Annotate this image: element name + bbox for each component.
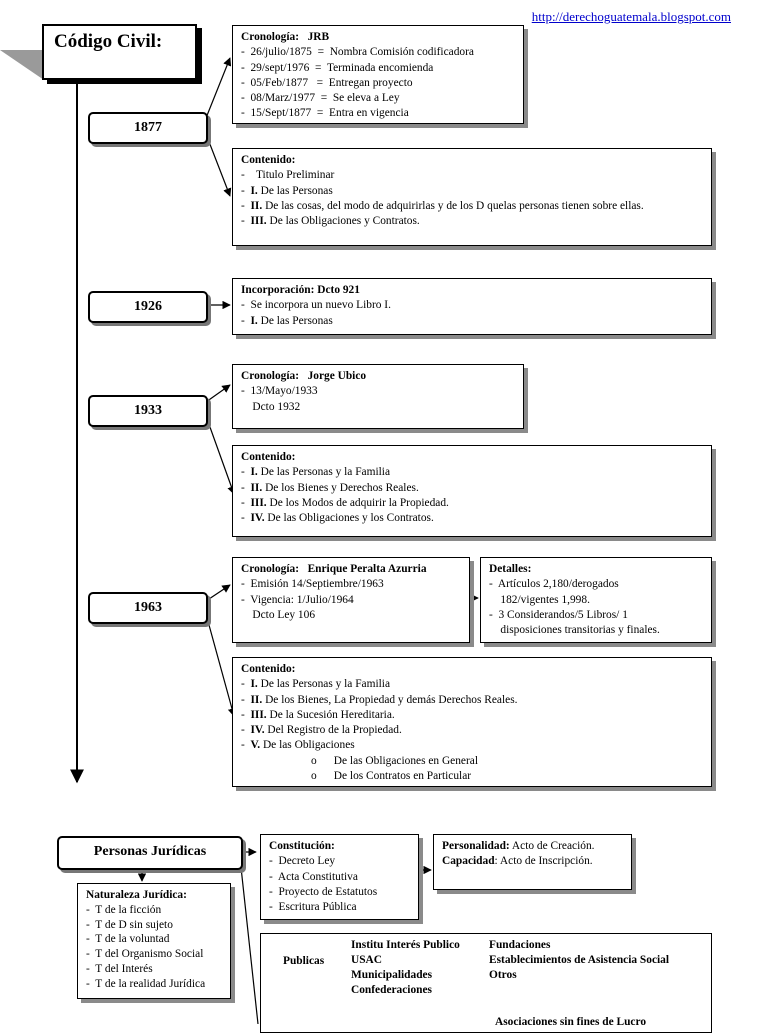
cronologia-line: Dcto Ley 106 xyxy=(241,608,316,621)
year-1933: 1933 xyxy=(88,395,208,427)
personalidad-line: Personalidad: Acto de Creación. xyxy=(442,840,595,852)
contenido-1877-box xyxy=(232,148,712,246)
contenido-line: - III. De la Sucesión Hereditaria. xyxy=(241,708,395,721)
cronologia-1877-box xyxy=(232,25,524,124)
capacidad-line: Capacidad: Acto de Inscripción. xyxy=(442,855,593,868)
personalidad-box xyxy=(433,834,632,890)
cronologia-line: - 26/julio/1875 = Nombra Comisión codificadora xyxy=(241,46,474,59)
detalles-line: disposiciones transitorias y finales. xyxy=(489,624,660,637)
contenido-1963-box xyxy=(232,657,712,787)
naturaleza-juridica-box xyxy=(77,883,231,999)
publicas-col1 xyxy=(351,938,460,998)
detalles-line: - 3 Considerandos/5 Libros/ 1 xyxy=(489,608,628,621)
contenido-1933-box xyxy=(232,445,712,537)
naturaleza-item: - T de la voluntad xyxy=(86,933,170,946)
cronologia-line: - 29/sept/1976 = Terminada encomienda xyxy=(241,61,434,74)
cronologia-line: - 05/Feb/1877 = Entregan proyecto xyxy=(241,76,413,89)
cronologia-1933-box xyxy=(232,364,524,429)
incorporacion-line: - I. De las Personas xyxy=(241,314,333,327)
cronologia-line: - 15/Sept/1877 = Entra en vigencia xyxy=(241,107,409,120)
contenido-line: - II. De las cosas, del modo de adquirirlas y de los D quelas personas tienen sobre ellas. xyxy=(241,199,644,212)
detalles-line: 182/vigentes 1,998. xyxy=(489,593,590,606)
detalles-line: - Artículos 2,180/derogados xyxy=(489,578,619,591)
contenido-line: - III. De los Modos de adquirir la Propiedad. xyxy=(241,496,449,509)
cronologia-value: Jorge Ubico xyxy=(307,370,367,382)
publicas-col1-item: USAC xyxy=(351,954,383,966)
publicas-col1-item: Municipalidades xyxy=(351,969,433,981)
constitucion-item: - Proyecto de Estatutos xyxy=(269,885,378,898)
year-1963: 1963 xyxy=(88,592,208,624)
clasificacion-box xyxy=(260,933,712,1033)
contenido-heading: Contenido: xyxy=(241,154,296,166)
contenido-line: - II. De los Bienes, La Propiedad y demás Derechos Reales. xyxy=(241,693,518,706)
contenido-line: - Titulo Preliminar xyxy=(241,169,335,182)
constitucion-item: - Acta Constitutiva xyxy=(269,870,358,883)
branch-personas-down-right xyxy=(240,858,258,1024)
cronologia-line: - 13/Mayo/1933 xyxy=(241,385,318,398)
contenido-line: - I. De las Personas y la Familia xyxy=(241,678,391,691)
blog-url-link[interactable]: http://derechoguatemala.blogspot.com xyxy=(531,9,731,24)
cronologia-line: Dcto 1932 xyxy=(241,400,301,413)
decorative-triangle xyxy=(0,50,44,80)
contenido-line: - III. De las Obligaciones y Contratos. xyxy=(241,215,420,228)
contenido-subline: o De los Contratos en Particular xyxy=(311,770,472,783)
constitucion-heading: Constitución: xyxy=(269,840,335,852)
constitucion-item: - Decreto Ley xyxy=(269,855,336,868)
year-1877: 1877 xyxy=(88,112,208,144)
cronologia-line: - 08/Marz/1977 = Se eleva a Ley xyxy=(241,92,400,105)
contenido-heading: Contenido: xyxy=(241,451,296,463)
contenido-line: - I. De las Personas y la Familia xyxy=(241,466,391,479)
constitucion-box xyxy=(260,834,419,920)
detalles-1963-box xyxy=(480,557,712,643)
cronologia-value: JRB xyxy=(307,31,330,43)
cronologia-value: Enrique Peralta Azurria xyxy=(307,563,427,575)
cronologia-line: - Vigencia: 1/Julio/1964 xyxy=(241,593,354,606)
branch-1963-bottom xyxy=(206,614,234,716)
publicas-col2-item: Fundaciones xyxy=(489,939,551,951)
branch-1877-bottom xyxy=(206,134,230,196)
publicas-col2-item: Otros xyxy=(489,969,517,981)
publicas-col1-item: Confederaciones xyxy=(351,984,432,996)
incorporacion-heading: Incorporación: Dcto 921 xyxy=(241,284,360,296)
branch-1877-top xyxy=(206,58,230,118)
incorporacion-line: - Se incorpora un nuevo Libro I. xyxy=(241,299,391,312)
contenido-heading: Contenido: xyxy=(241,663,296,675)
detalles-heading: Detalles: xyxy=(489,563,532,575)
branch-1933-bottom xyxy=(206,416,234,494)
cronologia-heading: Cronología: xyxy=(241,31,300,43)
cronologia-heading: Cronología: xyxy=(241,563,300,575)
codigo-civil-title-box xyxy=(42,24,197,80)
publicas-col2 xyxy=(489,938,669,983)
branch-1963-top xyxy=(206,585,230,601)
contenido-line: - V. De las Obligaciones xyxy=(241,739,355,752)
contenido-line: - IV. Del Registro de la Propiedad. xyxy=(241,724,402,737)
cronologia-line: - Emisión 14/Septiembre/1963 xyxy=(241,578,384,591)
naturaleza-heading: Naturaleza Jurídica: xyxy=(86,889,187,901)
publicas-col1-item: Institu Interés Publico xyxy=(351,939,460,951)
contenido-line: - IV. De las Obligaciones y los Contratos. xyxy=(241,512,434,525)
page-title: Código Civil: xyxy=(54,31,163,52)
branch-1933-top xyxy=(206,385,230,402)
contenido-line: - I. De las Personas xyxy=(241,184,333,197)
naturaleza-item: - T del Interés xyxy=(86,962,153,975)
cronologia-1963-box xyxy=(232,557,470,643)
incorporacion-1926-box xyxy=(232,278,712,335)
personas-juridicas-title: Personas Jurídicas xyxy=(57,836,243,870)
naturaleza-item: - T de la ficción xyxy=(86,903,162,916)
naturaleza-item: - T del Organismo Social xyxy=(86,948,204,961)
asociaciones-partial: Asociaciones sin fines de Lucro xyxy=(495,1016,647,1028)
naturaleza-item: - T de D sin sujeto xyxy=(86,918,173,931)
cronologia-heading: Cronología: xyxy=(241,370,300,382)
contenido-line: - II. De los Bienes y Derechos Reales. xyxy=(241,481,419,494)
constitucion-item: - Escritura Pública xyxy=(269,901,357,914)
publicas-col2-item: Establecimientos de Asistencia Social xyxy=(489,954,670,966)
contenido-subline: o De las Obligaciones en General xyxy=(311,754,479,767)
publicas-label: Publicas xyxy=(283,955,325,967)
year-1926: 1926 xyxy=(88,291,208,323)
naturaleza-item: - T de la realidad Jurídica xyxy=(86,977,206,990)
